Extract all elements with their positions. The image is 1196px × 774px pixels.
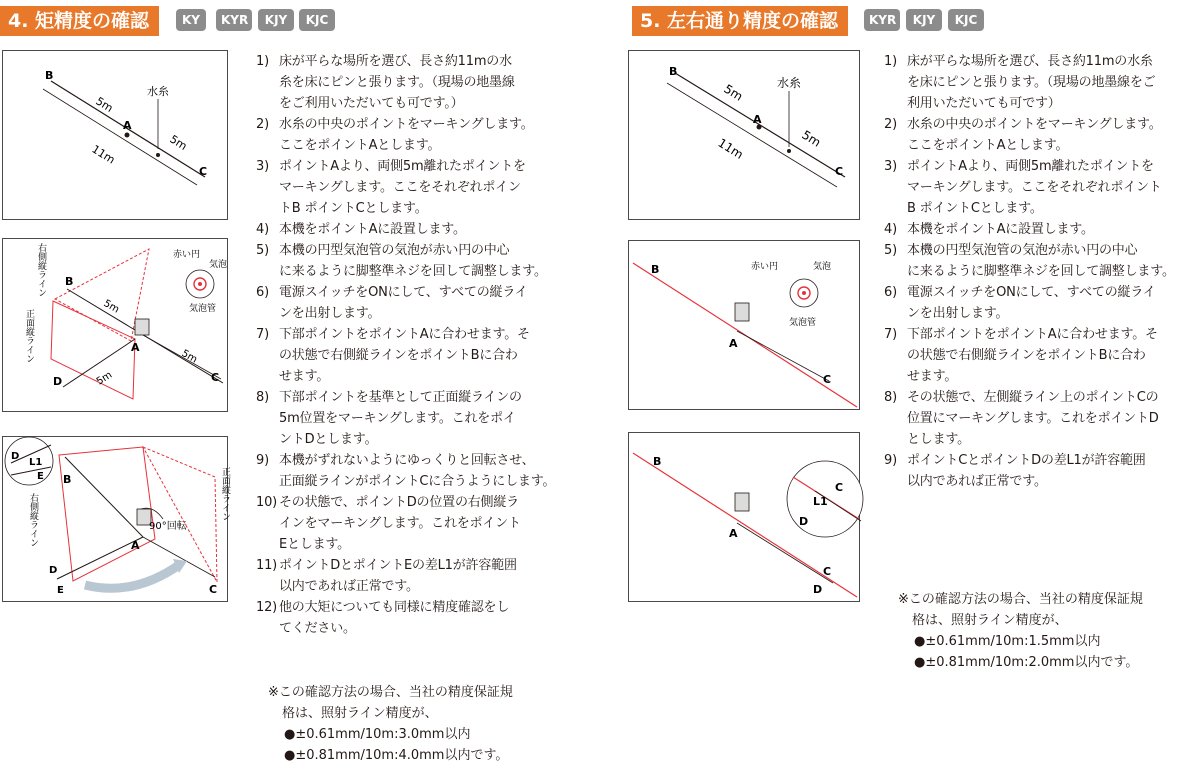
point-c-label: C bbox=[209, 583, 218, 596]
point-b-label: B bbox=[45, 69, 54, 82]
step-item: 3) ポイントAより、両側5m離れたポイントを マーキングします。ここをそれぞれポイン トB ポイントCとします。 bbox=[256, 159, 526, 216]
model-tag: KJC bbox=[948, 9, 984, 31]
section-title-straightness: 5. 左右通り精度の確認 bbox=[632, 6, 848, 36]
rotation-arrow-icon bbox=[85, 565, 179, 588]
point-d-label: D bbox=[49, 565, 58, 576]
step-item: 11) ポイントDとポイントEの差L1が許容範囲 以内であれば正常です。 bbox=[256, 558, 517, 594]
point-b-label: B bbox=[65, 275, 74, 288]
front-vertical-line-label: 正面縦ライン bbox=[220, 467, 230, 521]
step-item: 8) その状態で、左側縦ライン上のポイントCの 位置にマーキングします。これをポイントD とします。 bbox=[884, 390, 1159, 447]
distance-label: 5m bbox=[179, 348, 199, 366]
string-label: 水糸 bbox=[777, 76, 802, 90]
point-c-label: C bbox=[211, 371, 220, 384]
distance-label: 5m bbox=[167, 132, 190, 153]
step-item: 8) 下部ポイントを基準として正面縦ラインの 5m位置をマーキングします。これをポイ ントDとします。 bbox=[256, 390, 522, 447]
figure-rotation-check bbox=[2, 436, 228, 602]
laser-unit-icon bbox=[735, 303, 749, 321]
right-vertical-line-label: 右側縦ライン bbox=[28, 493, 38, 547]
point-a-label: A bbox=[123, 119, 132, 132]
figure-string-layout bbox=[628, 50, 860, 220]
step-item: 6) 電源スイッチをONにして、すべての縦ライ ンを出射します。 bbox=[884, 285, 1156, 321]
distance-label: 5m bbox=[93, 94, 116, 115]
point-b-label: B bbox=[653, 455, 662, 468]
step-item: 3) ポイントAより、両側5m離れたポイントを マーキングします。ここをそれぞれポイント B ポイントCとします。 bbox=[884, 159, 1162, 216]
l1-label: L1 bbox=[813, 495, 828, 508]
vial-label: 気泡管 bbox=[189, 304, 217, 314]
red-circle-label: 赤い円 bbox=[173, 250, 201, 260]
bubble-label: 気泡 bbox=[209, 260, 228, 270]
rotation-label: 90°回転 bbox=[149, 521, 187, 532]
point-b-label: B bbox=[63, 473, 72, 486]
right-step-list bbox=[884, 51, 1175, 492]
distance-label: 5m bbox=[94, 369, 115, 388]
step-item: 7) 下部ポイントをポイントAに合わせます。そ の状態で右側縦ラインをポイントBに合わ せます。 bbox=[256, 327, 530, 384]
laser-unit-icon bbox=[135, 319, 149, 335]
figure-deviation-check bbox=[628, 432, 860, 602]
distance-label: 5m bbox=[721, 81, 746, 104]
figure-string-layout bbox=[2, 50, 228, 220]
figure-front-line-marking bbox=[2, 238, 228, 412]
point-d-label: D bbox=[53, 375, 63, 388]
step-item: 4) 本機をポイントAに設置します。 bbox=[884, 222, 1094, 237]
distance-label: 5m bbox=[101, 298, 121, 316]
model-tag: KYR bbox=[216, 9, 252, 31]
point-a-label: A bbox=[753, 113, 762, 126]
accuracy-note: ※この確認方法の場合、当社の精度保証規 格は、照射ライン精度が、 ●±0.61mm/10m:3.0mm以内 ●±0.81mm/10m:4.0mm以内です。 bbox=[268, 685, 513, 763]
point-e-label: E bbox=[37, 471, 44, 482]
point-c-label: C bbox=[823, 565, 832, 578]
point-c-label: C bbox=[835, 481, 844, 494]
left-step-list bbox=[256, 51, 555, 639]
distance-label: 5m bbox=[799, 127, 824, 150]
step-item: 4) 本機をポイントAに設置します。 bbox=[256, 222, 466, 237]
point-d-label: D bbox=[799, 515, 809, 528]
point-a-label: A bbox=[729, 337, 738, 350]
vial-label: 気泡管 bbox=[789, 318, 817, 328]
model-tag: KJC bbox=[299, 9, 335, 31]
step-item: 1) 床が平らな場所を選び、長さ約11mの水 糸を床にピンと張ります。（現場の地墨線 をご利用いただいても可です。） bbox=[256, 54, 515, 111]
point-c-label: C bbox=[823, 373, 832, 386]
step-item: 6) 電源スイッチをONにして、すべての縦ライ ンを出射します。 bbox=[256, 285, 528, 321]
front-vertical-line-label: 正面縦ライン bbox=[24, 309, 34, 363]
red-circle-label: 赤い円 bbox=[751, 262, 779, 272]
point-e-label: E bbox=[57, 585, 64, 596]
step-item: 10) その状態で、ポイントDの位置の右側縦ラ インをマーキングします。これをポイント Eとします。 bbox=[256, 495, 521, 552]
point-d-label: D bbox=[11, 451, 20, 462]
step-item: 12) 他の大矩についても同様に精度確認をし てください。 bbox=[256, 600, 510, 636]
distance-label: 11m bbox=[715, 135, 746, 162]
step-item: 2) 水糸の中央のポイントをマーキングします。 ここをポイントAとします。 bbox=[884, 117, 1162, 153]
step-item: 9) 本機がずれないようにゆっくりと回転させ、 正面縦ラインがポイントCに合うようにします。 bbox=[256, 453, 556, 489]
model-tag: KYR bbox=[864, 9, 900, 31]
section-title-rectangularity: 4. 矩精度の確認 bbox=[0, 6, 159, 36]
string-label: 水糸 bbox=[147, 85, 169, 98]
step-item: 2) 水糸の中央のポイントをマーキングします。 ここをポイントAとします。 bbox=[256, 117, 534, 153]
step-item: 5) 本機の円型気泡管の気泡が赤い円の中心 に来るように脚整準ネジを回して調整します。 bbox=[884, 243, 1175, 279]
bubble-label: 気泡 bbox=[813, 262, 832, 272]
l1-label: L1 bbox=[29, 457, 43, 468]
point-b-label: B bbox=[651, 263, 660, 276]
distance-label: 11m bbox=[89, 142, 118, 167]
figure-line-alignment bbox=[628, 240, 860, 410]
point-c-label: C bbox=[835, 165, 844, 178]
step-item: 5) 本機の円型気泡管の気泡が赤い円の中心 に来るように脚整準ネジを回して調整します。 bbox=[256, 243, 547, 279]
step-item: 7) 下部ポイントをポイントAに合わせます。そ の状態で右側縦ラインをポイントBに合わ せます。 bbox=[884, 327, 1158, 384]
point-a-label: A bbox=[131, 539, 140, 552]
right-vertical-line-label: 右側縦ライン bbox=[36, 243, 46, 297]
step-item: 9) ポイントCとポイントDの差L1が許容範囲 以内であれば正常です。 bbox=[884, 453, 1146, 489]
accuracy-note: ※この確認方法の場合、当社の精度保証規 格は、照射ライン精度が、 ●±0.61mm/10m:1.5mm以内 ●±0.81mm/10m:2.0mm以内です。 bbox=[898, 592, 1143, 670]
step-item: 1) 床が平らな場所を選び、長さ約11mの水糸 を床にピンと張ります。（現場の地墨線をご 利用いただいても可です） bbox=[884, 54, 1156, 111]
point-d-label: D bbox=[813, 583, 823, 596]
point-c-label: C bbox=[199, 165, 208, 178]
point-a-label: A bbox=[729, 527, 738, 540]
model-tag: KJY bbox=[258, 9, 294, 31]
model-tag: KY bbox=[176, 9, 206, 31]
point-a-label: A bbox=[131, 341, 140, 354]
point-b-label: B bbox=[669, 65, 678, 78]
model-tag: KJY bbox=[906, 9, 942, 31]
point-a-mark bbox=[125, 133, 130, 138]
